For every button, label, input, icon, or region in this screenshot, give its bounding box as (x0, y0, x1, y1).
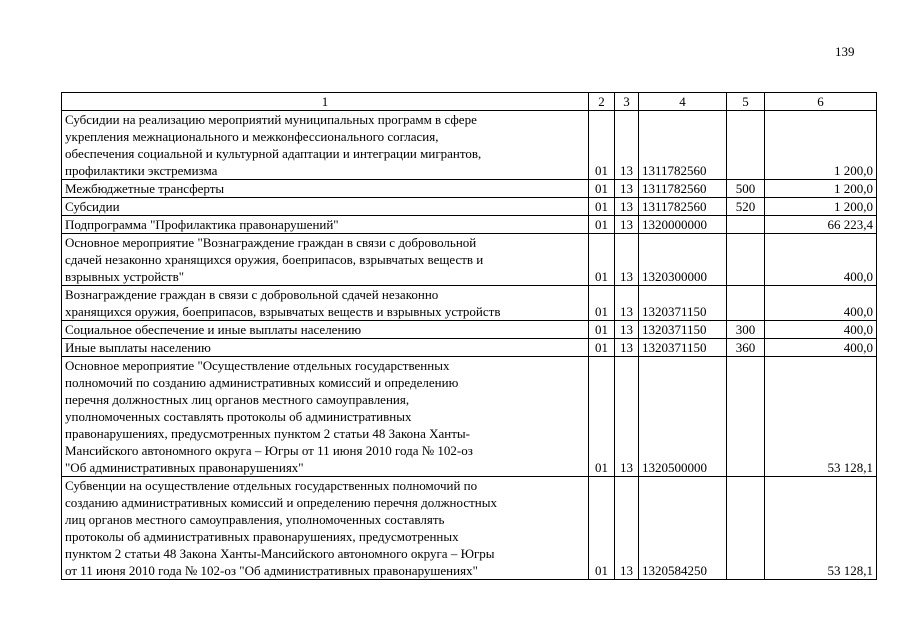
amount: 53 128,1 (765, 477, 877, 580)
table-row (62, 321, 877, 339)
table-row (62, 477, 877, 580)
table-row (62, 357, 877, 477)
expense-type-code (727, 234, 765, 286)
row-description: Основное мероприятие "Осуществление отдельных государственных полномочий по созданию административных комиссий и определению перечня должностных лиц органов местного самоуправления, уполномоченных составлять протоколы об административных правонарушениях, предусмотренных пунктом 2 статьи 48 Закона Ханты- Мансийского автономного округа – Югры от 11 июня 2010 года № 102-оз "Об административных правонарушениях" (62, 357, 589, 477)
row-description: Вознаграждение граждан в связи с добровольной сдачей незаконно хранящихся оружия, боеприпасов, взрывчатых веществ и взрывных устройств (62, 286, 589, 321)
subsection-code: 13 (615, 234, 639, 286)
target-article-code: 1311782560 (639, 198, 727, 216)
subsection-code: 13 (615, 111, 639, 180)
amount: 53 128,1 (765, 357, 877, 477)
table-row (62, 216, 877, 234)
expense-type-code (727, 357, 765, 477)
amount: 1 200,0 (765, 180, 877, 198)
amount: 1 200,0 (765, 198, 877, 216)
expense-type-code: 300 (727, 321, 765, 339)
subsection-code: 13 (615, 198, 639, 216)
expense-type-code (727, 286, 765, 321)
header-cell: 1 (62, 93, 589, 111)
target-article-code: 1320000000 (639, 216, 727, 234)
header-cell: 3 (615, 93, 639, 111)
row-description: Иные выплаты населению (62, 339, 589, 357)
table-row (62, 234, 877, 286)
header-cell: 6 (765, 93, 877, 111)
target-article-code: 1320371150 (639, 339, 727, 357)
row-description: Межбюджетные трансферты (62, 180, 589, 198)
subsection-code: 13 (615, 286, 639, 321)
section-code: 01 (589, 198, 615, 216)
subsection-code: 13 (615, 216, 639, 234)
section-code: 01 (589, 216, 615, 234)
target-article-code: 1320371150 (639, 321, 727, 339)
subsection-code: 13 (615, 357, 639, 477)
target-article-code: 1311782560 (639, 180, 727, 198)
table-row (62, 339, 877, 357)
row-description: Подпрограмма "Профилактика правонарушений" (62, 216, 589, 234)
table-row (62, 180, 877, 198)
section-code: 01 (589, 321, 615, 339)
page-number: 139 (835, 44, 855, 59)
section-code: 01 (589, 286, 615, 321)
target-article-code: 1320371150 (639, 286, 727, 321)
amount: 66 223,4 (765, 216, 877, 234)
amount: 400,0 (765, 234, 877, 286)
expense-type-code: 360 (727, 339, 765, 357)
header-row (62, 93, 877, 111)
subsection-code: 13 (615, 321, 639, 339)
table-row (62, 198, 877, 216)
section-code: 01 (589, 477, 615, 580)
row-description: Субвенции на осуществление отдельных государственных полномочий по созданию административных комиссий и определению перечня должностных лиц органов местного самоуправления, уполномоченных составлять протоколы об административных правонарушениях, предусмотренных пунктом 2 статьи 48 Закона Ханты-Мансийского автономного округа – Югры от 11 июня 2010 года № 102-оз "Об административных правонарушениях" (62, 477, 589, 580)
target-article-code: 1320300000 (639, 234, 727, 286)
amount: 400,0 (765, 339, 877, 357)
expense-type-code: 500 (727, 180, 765, 198)
expense-type-code (727, 216, 765, 234)
header-cell: 2 (589, 93, 615, 111)
amount: 1 200,0 (765, 111, 877, 180)
amount: 400,0 (765, 321, 877, 339)
row-description: Субсидии (62, 198, 589, 216)
row-description: Субсидии на реализацию мероприятий муниципальных программ в сфере укрепления межнационального и межконфессионального согласия, обеспечения социальной и культурной адаптации и интеграции мигрантов, профилактики экстремизма (62, 111, 589, 180)
subsection-code: 13 (615, 339, 639, 357)
budget-table (61, 92, 877, 580)
section-code: 01 (589, 234, 615, 286)
table-row (62, 286, 877, 321)
expense-type-code (727, 477, 765, 580)
target-article-code: 1320584250 (639, 477, 727, 580)
target-article-code: 1311782560 (639, 111, 727, 180)
subsection-code: 13 (615, 180, 639, 198)
amount: 400,0 (765, 286, 877, 321)
subsection-code: 13 (615, 477, 639, 580)
header-cell: 5 (727, 93, 765, 111)
target-article-code: 1320500000 (639, 357, 727, 477)
expense-type-code (727, 111, 765, 180)
section-code: 01 (589, 180, 615, 198)
section-code: 01 (589, 111, 615, 180)
row-description: Основное мероприятие "Вознаграждение граждан в связи с добровольной сдачей незаконно хранящихся оружия, боеприпасов, взрывчатых веществ и взрывных устройств" (62, 234, 589, 286)
row-description: Социальное обеспечение и иные выплаты населению (62, 321, 589, 339)
section-code: 01 (589, 339, 615, 357)
section-code: 01 (589, 357, 615, 477)
table-row (62, 111, 877, 180)
header-cell: 4 (639, 93, 727, 111)
expense-type-code: 520 (727, 198, 765, 216)
